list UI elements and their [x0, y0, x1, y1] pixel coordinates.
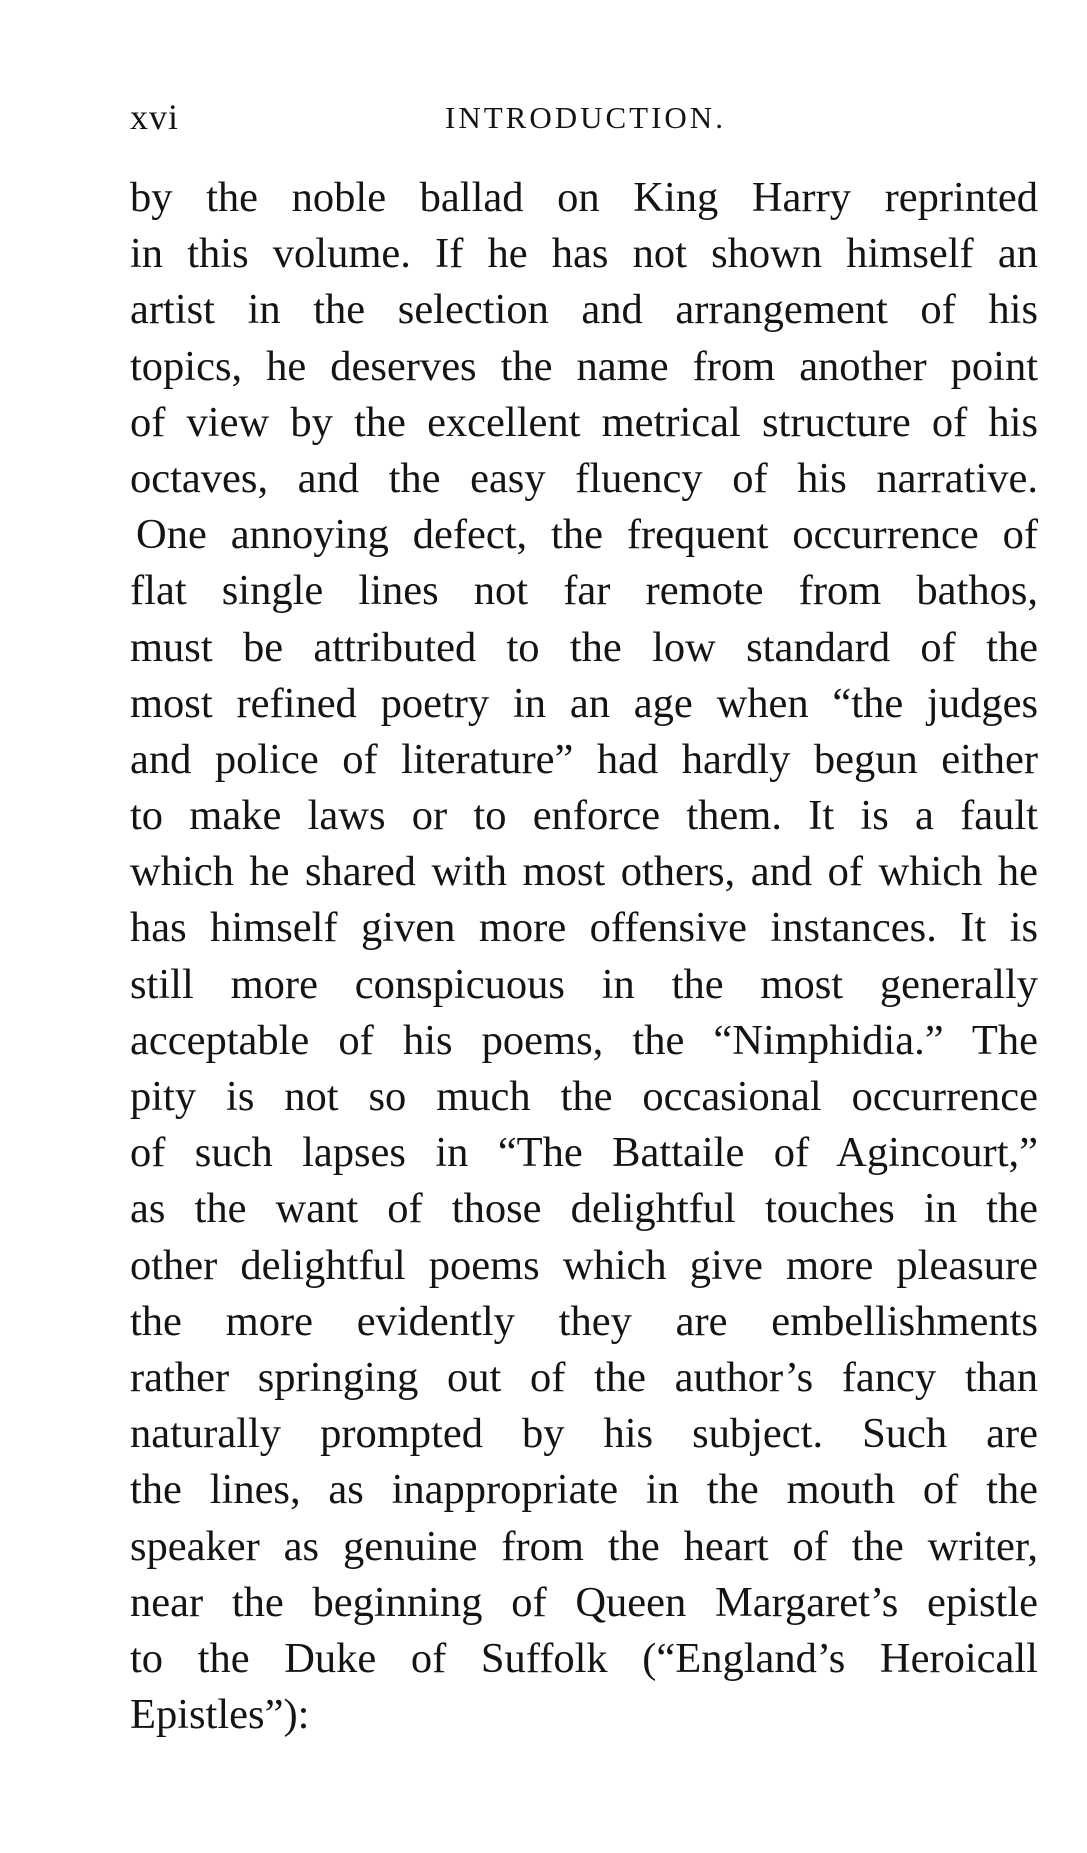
text-line: in this volume. If he has not shown himself an: [130, 230, 1038, 278]
text-line: still more conspicuous in the most generally: [130, 960, 1038, 1008]
text-line: as the want of those delightful touches in the: [130, 1185, 1038, 1233]
text-line: most refined poetry in an age when “the judges: [130, 679, 1038, 727]
text-line: artist in the selection and arrangement of his: [130, 286, 1038, 334]
body-text: [130, 170, 1038, 1743]
text-line: must be attributed to the low standard of the: [130, 623, 1038, 671]
text-line: to make laws or to enforce them. It is a fault: [130, 792, 1038, 840]
text-line: which he shared with most others, and of which he: [130, 848, 1038, 896]
text-line: of view by the excellent metrical structure of his: [130, 398, 1038, 446]
text-line: by the noble ballad on King Harry reprinted: [130, 174, 1038, 221]
text-line: the more evidently they are embellishments: [130, 1297, 1038, 1345]
page-header: [130, 96, 1038, 156]
text-line: and police of literature” had hardly begun either: [130, 735, 1038, 783]
text-line: rather springing out of the author’s fancy than: [130, 1353, 1038, 1401]
text-line: octaves, and the easy fluency of his narrative.: [130, 454, 1038, 502]
text-line: near the beginning of Queen Margaret’s epistle: [130, 1578, 1038, 1626]
text-line: Epistles”):: [130, 1691, 310, 1739]
text-line: naturally prompted by his subject. Such are: [130, 1410, 1038, 1458]
text-line: of such lapses in “The Battaile of Agincourt,”: [130, 1129, 1038, 1177]
text-line: to the Duke of Suffolk (“England’s Heroicall: [130, 1634, 1038, 1682]
text-line: the lines, as inappropriate in the mouth of the: [130, 1466, 1038, 1514]
text-line: has himself given more offensive instances. It is: [130, 904, 1038, 952]
text-line: other delightful poems which give more pleasure: [130, 1241, 1038, 1289]
running-title: INTRODUCTION.: [445, 100, 726, 135]
page-number: xvi: [130, 97, 180, 137]
text-line: One annoying defect, the frequent occurrence of: [136, 511, 1038, 559]
text-line: speaker as genuine from the heart of the writer,: [130, 1522, 1038, 1570]
text-line: flat single lines not far remote from bathos,: [130, 567, 1038, 615]
text-line: topics, he deserves the name from another point: [130, 342, 1038, 390]
text-line: pity is not so much the occasional occurrence: [130, 1073, 1038, 1120]
text-line: acceptable of his poems, the “Nimphidia.” The: [130, 1016, 1038, 1064]
